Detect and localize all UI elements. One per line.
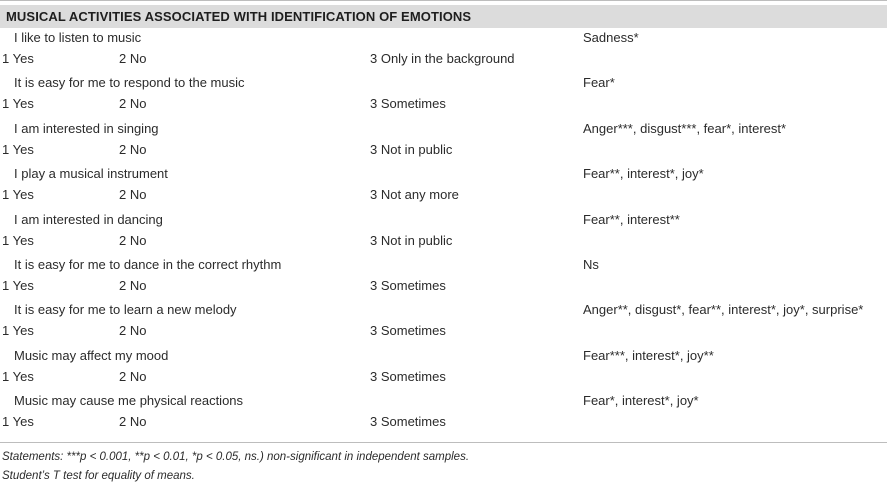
bottom-rule: [0, 442, 887, 443]
option-2: 2 No: [119, 414, 147, 430]
option-2: 2 No: [119, 323, 147, 339]
option-2: 2 No: [119, 51, 147, 66]
option-2: 2 No: [119, 141, 147, 157]
option-3: 3 Not any more: [370, 187, 459, 203]
statement-text: It is easy for me to learn a new melody: [14, 302, 237, 318]
footnote-test: Student’s T test for equality of means.: [2, 470, 195, 482]
emotions-text: Fear**, interest**: [583, 211, 680, 227]
option-2: 2 No: [119, 187, 147, 203]
option-3: 3 Not in public: [370, 141, 453, 157]
option-3: 3 Not in public: [370, 232, 453, 248]
table-row: [0, 255, 887, 300]
option-1: 1 Yes: [2, 187, 34, 203]
option-1: 1 Yes: [2, 323, 34, 339]
emotions-text: Ns: [583, 256, 599, 272]
footnote-significance: Statements: ***p < 0.001, **p < 0.01, *p < 0.05, ns.) non-significant in independent samples.: [2, 451, 470, 463]
emotions-text: Fear***, interest*, joy**: [583, 347, 714, 363]
statement-text: I am interested in dancing: [14, 211, 163, 227]
table-row: [0, 391, 887, 436]
table-row: [0, 346, 887, 391]
option-1: 1 Yes: [2, 414, 34, 430]
statement-text: It is easy for me to respond to the music: [14, 75, 245, 91]
option-2: 2 No: [119, 277, 147, 293]
option-3: 3 Sometimes: [370, 368, 446, 384]
table-title: MUSICAL ACTIVITIES ASSOCIATED WITH IDENTIFICATION OF EMOTIONS: [6, 9, 472, 24]
emotions-text: Fear*: [583, 75, 615, 91]
table-row: [0, 28, 887, 73]
top-rule: [0, 0, 887, 1]
statement-text: Music may cause me physical reactions: [14, 393, 244, 409]
table-row: [0, 300, 887, 345]
option-2: 2 No: [119, 368, 147, 384]
emotions-text: Sadness*: [583, 30, 639, 45]
option-3: 3 Sometimes: [370, 414, 446, 430]
option-2: 2 No: [119, 96, 147, 112]
table-row: [0, 210, 887, 255]
table-row: [0, 119, 887, 164]
table-row: [0, 164, 887, 209]
emotions-text: Anger**, disgust*, fear**, interest*, joy*, surprise*: [583, 302, 864, 318]
option-3: 3 Sometimes: [370, 323, 446, 339]
option-1: 1 Yes: [2, 232, 34, 248]
option-3: 3 Only in the background: [370, 51, 515, 66]
table-row: [0, 73, 887, 118]
option-1: 1 Yes: [2, 96, 34, 112]
option-1: 1 Yes: [2, 368, 34, 384]
option-2: 2 No: [119, 232, 147, 248]
option-3: 3 Sometimes: [370, 96, 446, 112]
option-1: 1 Yes: [2, 277, 34, 293]
option-1: 1 Yes: [2, 141, 34, 157]
option-3: 3 Sometimes: [370, 277, 446, 293]
statement-text: I play a musical instrument: [14, 166, 168, 182]
table-body: [0, 28, 887, 437]
option-1: 1 Yes: [2, 51, 34, 66]
emotions-text: Fear*, interest*, joy*: [583, 393, 699, 409]
statement-text: Music may affect my mood: [14, 347, 169, 363]
statement-text: I like to listen to music: [14, 30, 142, 45]
statement-text: It is easy for me to dance in the correct rhythm: [14, 256, 282, 272]
emotions-text: Fear**, interest*, joy*: [583, 166, 704, 182]
statement-text: I am interested in singing: [14, 120, 159, 136]
emotions-text: Anger***, disgust***, fear*, interest*: [583, 120, 787, 136]
